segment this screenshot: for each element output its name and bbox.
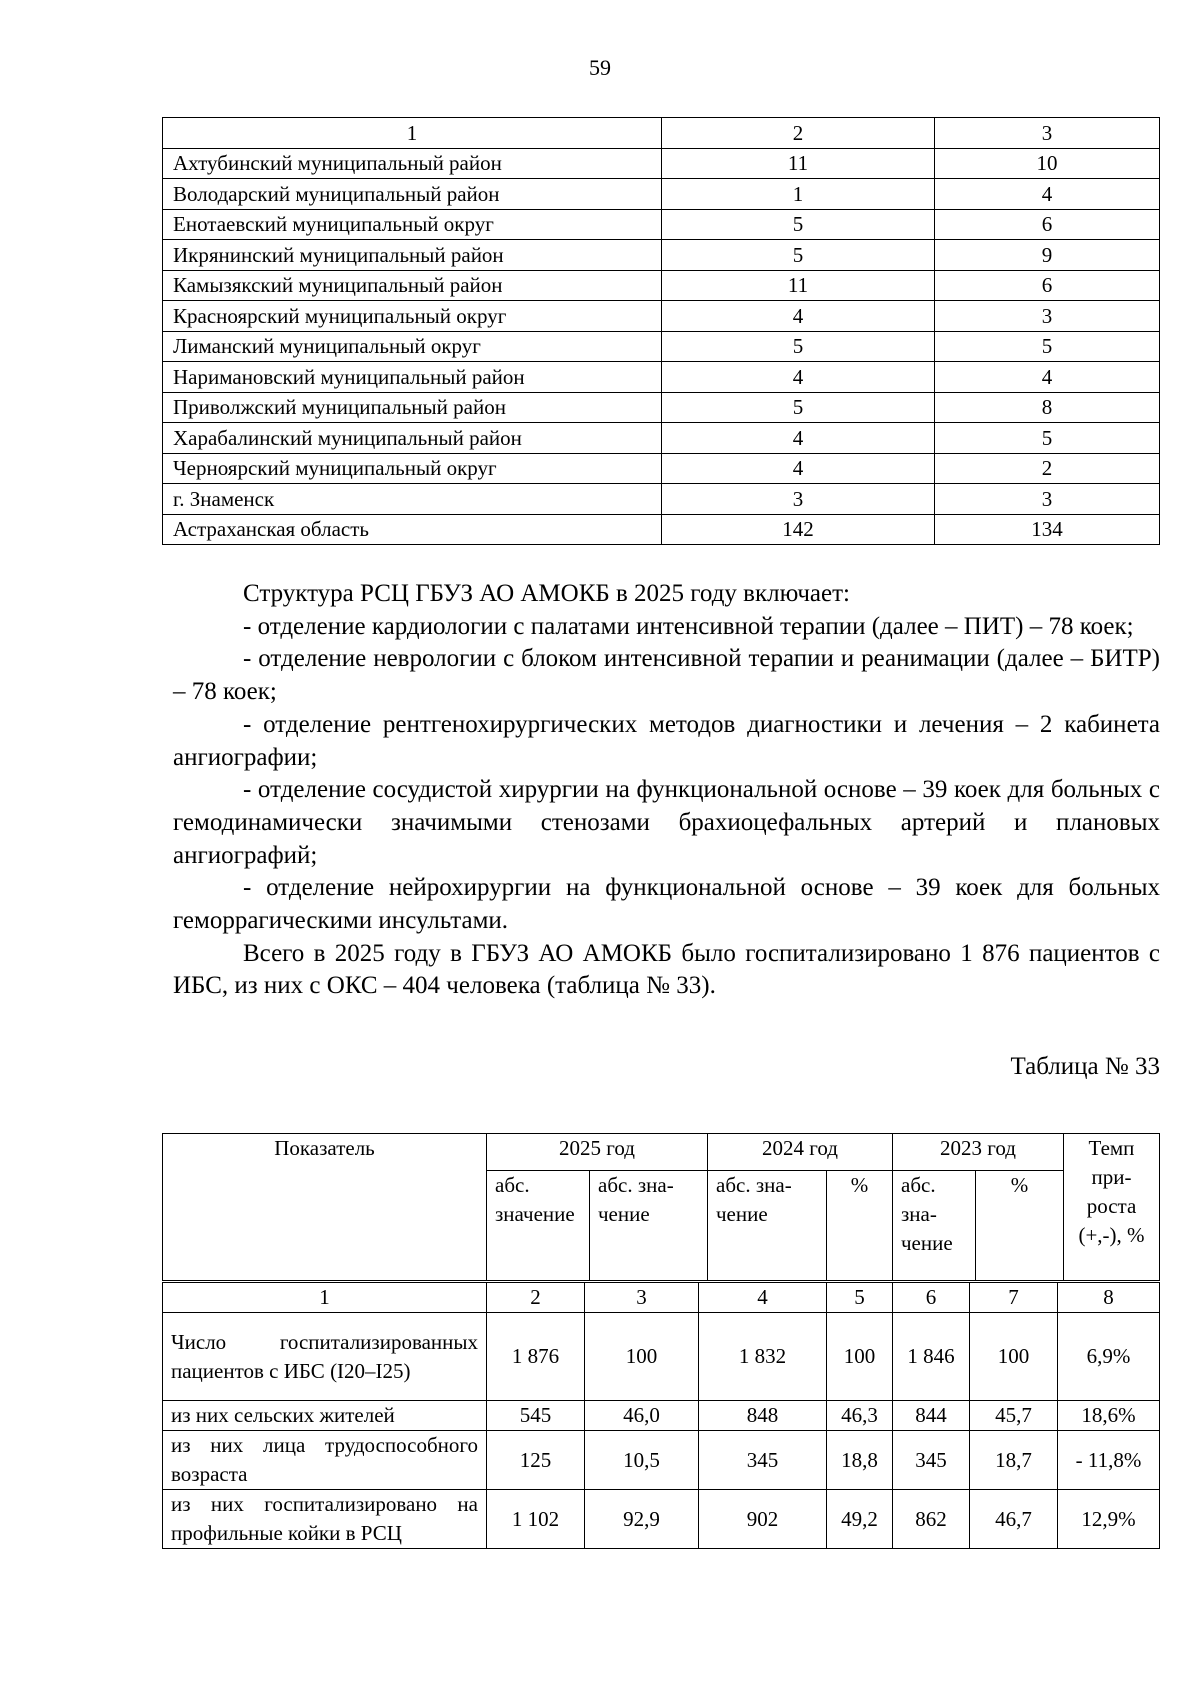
- districts-table: [162, 117, 1160, 545]
- column-number: 7: [970, 1283, 1058, 1313]
- table-row: [163, 270, 1160, 301]
- body-text: [173, 578, 1160, 1003]
- value-cell: 11: [662, 270, 935, 301]
- value-cell: 92,9: [585, 1490, 699, 1549]
- column-number: 1: [163, 1283, 487, 1313]
- value-cell: 134: [935, 514, 1160, 545]
- district-name: Харабалинский муниципальный район: [163, 423, 662, 454]
- value-cell: 3: [935, 301, 1160, 332]
- column-number: 5: [827, 1283, 893, 1313]
- value-cell: 4: [662, 453, 935, 484]
- value-cell: 6,9%: [1058, 1313, 1160, 1401]
- header-year-2025: 2025 год: [487, 1134, 708, 1171]
- value-cell: 902: [699, 1490, 827, 1549]
- value-cell: 3: [662, 484, 935, 515]
- column-number: 6: [893, 1283, 970, 1313]
- value-cell: 6: [935, 209, 1160, 240]
- value-cell: 45,7: [970, 1401, 1058, 1431]
- header-cell: 1: [163, 118, 662, 149]
- table-row: [163, 209, 1160, 240]
- value-cell: 125: [487, 1431, 585, 1490]
- district-name: Лиманский муниципальный округ: [163, 331, 662, 362]
- value-cell: 5: [662, 392, 935, 423]
- table-row-total: [163, 514, 1160, 545]
- value-cell: 1 832: [699, 1313, 827, 1401]
- row-label: Число госпитализированных пациентов с ИБС (I20–I25): [163, 1313, 487, 1401]
- paragraph: Всего в 2025 году в ГБУЗ АО АМОКБ было госпитализировано 1 876 пациентов с ИБС, из них с ОКС – 404 человека (таблица № 33).: [173, 939, 1160, 1000]
- header-sub-cell: абс. значение: [487, 1171, 590, 1281]
- value-cell: 1 102: [487, 1490, 585, 1549]
- value-cell: 4: [662, 301, 935, 332]
- table-row: [163, 1431, 1160, 1490]
- header-sub-cell: %: [976, 1171, 1064, 1281]
- district-name: Приволжский муниципальный район: [163, 392, 662, 423]
- column-number: 3: [585, 1283, 699, 1313]
- value-cell: 18,8: [827, 1431, 893, 1490]
- table-row: [163, 392, 1160, 423]
- table-row: [163, 148, 1160, 179]
- value-cell: 100: [827, 1313, 893, 1401]
- header-indicator: Показатель: [163, 1134, 487, 1281]
- column-number: 2: [487, 1283, 585, 1313]
- value-cell: 10,5: [585, 1431, 699, 1490]
- value-cell: 46,3: [827, 1401, 893, 1431]
- table-row: [163, 1401, 1160, 1431]
- value-cell: 9: [935, 240, 1160, 271]
- value-cell: 4: [935, 362, 1160, 393]
- column-number-row: [163, 1283, 1160, 1313]
- table-row: [163, 301, 1160, 332]
- district-name: Ахтубинский муниципальный район: [163, 148, 662, 179]
- table-header-row: [163, 118, 1160, 149]
- value-cell: 345: [699, 1431, 827, 1490]
- header-row-years: [163, 1134, 1160, 1171]
- value-cell: 18,6%: [1058, 1401, 1160, 1431]
- header-year-2024: 2024 год: [708, 1134, 893, 1171]
- value-cell: 100: [585, 1313, 699, 1401]
- list-item: - отделение неврологии с блоком интенсивной терапии и реанимации (далее – БИТР) – 78 коек;: [173, 645, 1160, 706]
- district-name: Камызякский муниципальный район: [163, 270, 662, 301]
- district-name: Наримановский муниципальный район: [163, 362, 662, 393]
- value-cell: 3: [935, 484, 1160, 515]
- table-row: [163, 484, 1160, 515]
- value-cell: 12,9%: [1058, 1490, 1160, 1549]
- table-row: [163, 453, 1160, 484]
- table33-body: [162, 1282, 1160, 1549]
- list-item: - отделение кардиологии с палатами интенсивной терапии (далее – ПИТ) – 78 коек;: [243, 612, 1134, 640]
- value-cell: 545: [487, 1401, 585, 1431]
- district-name: Енотаевский муниципальный округ: [163, 209, 662, 240]
- value-cell: 5: [662, 209, 935, 240]
- value-cell: 4: [662, 423, 935, 454]
- value-cell: 8: [935, 392, 1160, 423]
- value-cell: 5: [935, 423, 1160, 454]
- list-item: - отделение нейрохирургии на функциональной основе – 39 коек для больных геморрагическими инсультами.: [173, 874, 1160, 935]
- header-cell: 3: [935, 118, 1160, 149]
- header-sub-cell: абс. значение: [590, 1171, 708, 1281]
- value-cell: 345: [893, 1431, 970, 1490]
- district-name: Черноярский муниципальный округ: [163, 453, 662, 484]
- table33-header: [162, 1133, 1160, 1281]
- page-number: 59: [589, 55, 611, 80]
- paragraph: Структура РСЦ ГБУЗ АО АМОКБ в 2025 году включает:: [243, 580, 850, 607]
- row-label: из них сельских жителей: [163, 1401, 487, 1431]
- table-caption: Таблица № 33: [1010, 1053, 1160, 1080]
- district-name: г. Знаменск: [163, 484, 662, 515]
- column-number: 8: [1058, 1283, 1160, 1313]
- value-cell: 6: [935, 270, 1160, 301]
- district-name: Володарский муниципальный район: [163, 179, 662, 210]
- list-item: - отделение рентгенохирургических методов диагностики и лечения – 2 кабинета ангиографии;: [173, 710, 1160, 771]
- value-cell: 4: [662, 362, 935, 393]
- row-label: из них госпитализировано на профильные койки в РСЦ: [163, 1490, 487, 1549]
- header-sub-cell: абс. значение: [708, 1171, 827, 1281]
- header-cell: 2: [662, 118, 935, 149]
- table-row: [163, 1313, 1160, 1401]
- column-number: 4: [699, 1283, 827, 1313]
- value-cell: 46,0: [585, 1401, 699, 1431]
- table-row: [163, 423, 1160, 454]
- value-cell: 49,2: [827, 1490, 893, 1549]
- value-cell: 1: [662, 179, 935, 210]
- district-name: Красноярский муниципальный округ: [163, 301, 662, 332]
- value-cell: 2: [935, 453, 1160, 484]
- header-sub-cell: %: [827, 1171, 893, 1281]
- value-cell: 5: [935, 331, 1160, 362]
- table-row: [163, 362, 1160, 393]
- table-row: [163, 240, 1160, 271]
- district-name: Икрянинский муниципальный район: [163, 240, 662, 271]
- district-name: Астраханская область: [163, 514, 662, 545]
- value-cell: 46,7: [970, 1490, 1058, 1549]
- value-cell: 10: [935, 148, 1160, 179]
- value-cell: 5: [662, 331, 935, 362]
- value-cell: - 11,8%: [1058, 1431, 1160, 1490]
- value-cell: 18,7: [970, 1431, 1058, 1490]
- value-cell: 5: [662, 240, 935, 271]
- value-cell: 4: [935, 179, 1160, 210]
- value-cell: 142: [662, 514, 935, 545]
- value-cell: 862: [893, 1490, 970, 1549]
- table-row: [163, 179, 1160, 210]
- value-cell: 844: [893, 1401, 970, 1431]
- header-year-2023: 2023 год: [893, 1134, 1064, 1171]
- header-sub-cell: абс. значение: [893, 1171, 976, 1281]
- header-growth: Темп прироста (+,-), %: [1064, 1134, 1160, 1281]
- value-cell: 100: [970, 1313, 1058, 1401]
- table-row: [163, 331, 1160, 362]
- value-cell: 11: [662, 148, 935, 179]
- value-cell: 848: [699, 1401, 827, 1431]
- table-row: [163, 1490, 1160, 1549]
- value-cell: 1 846: [893, 1313, 970, 1401]
- list-item: - отделение сосудистой хирургии на функциональной основе – 39 коек для больных с гемодинамически значимыми стенозами брахиоцефальных артерий и плановых ангиографий;: [173, 776, 1160, 869]
- value-cell: 1 876: [487, 1313, 585, 1401]
- row-label: из них лица трудоспособного возраста: [163, 1431, 487, 1490]
